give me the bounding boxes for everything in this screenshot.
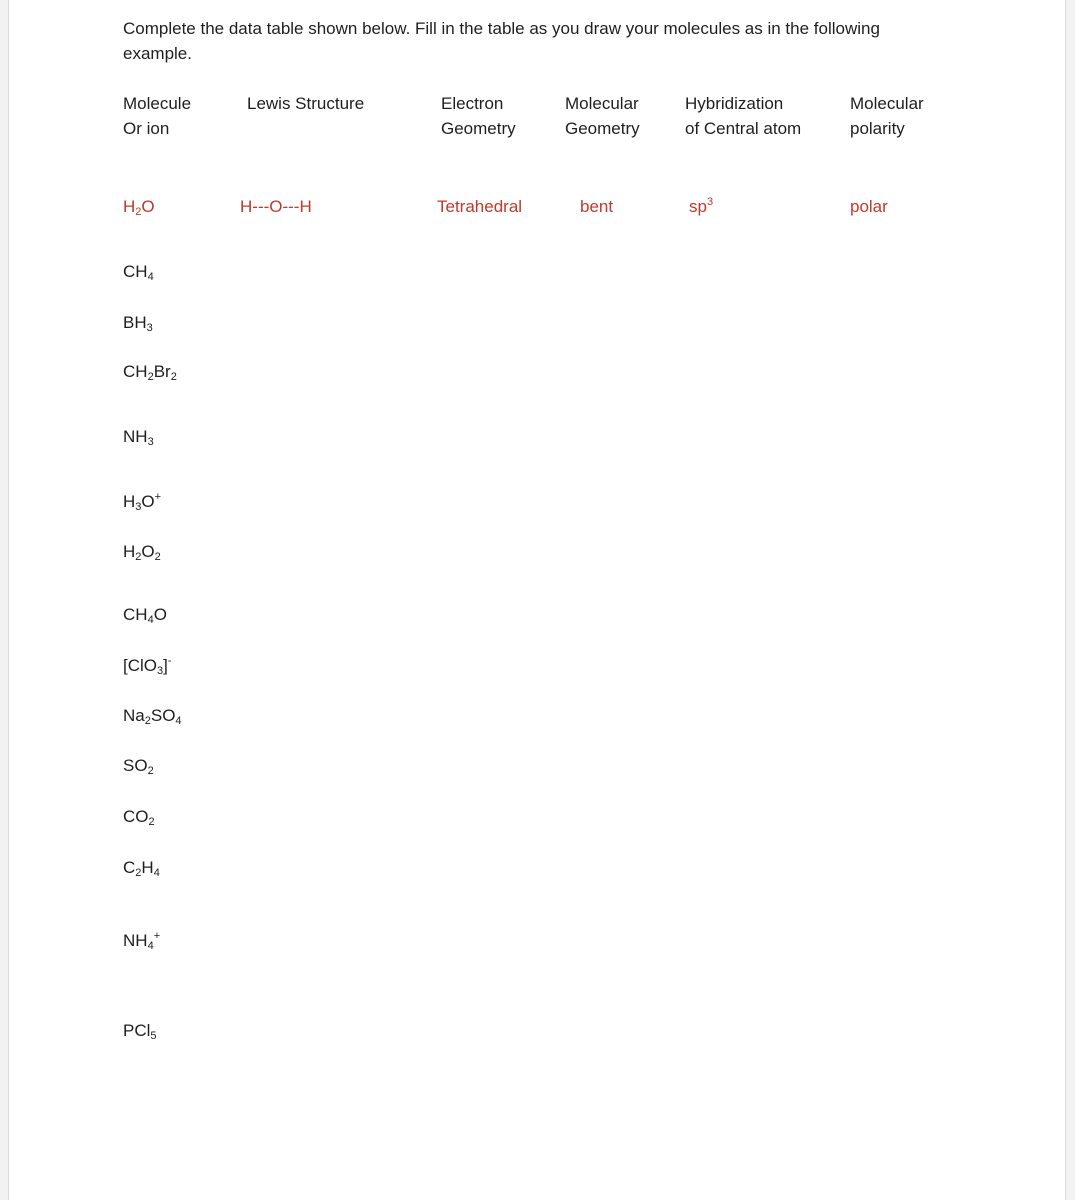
example-molecular-geometry: bent — [580, 197, 614, 216]
molecule-bh3: $BH_3$ — [123, 313, 153, 334]
molecule-pcl5: PCl$_5$ — [123, 1021, 157, 1042]
molecule-nh3: $NH_3$ — [123, 427, 154, 448]
instructions-text: Complete the data table shown below. Fill in the table as you draw your molecules as in the following example. — [123, 19, 880, 63]
molecule-clo3-ion: [ClO$_3$]- — [123, 655, 172, 677]
example-hybridization: $sp^3$ — [689, 196, 714, 216]
molecule-ch4o: $CH_4O$ — [123, 605, 167, 626]
header-molecular-geometry: Molecular Geometry — [565, 94, 640, 138]
header-molecular-polarity: Molecular polarity — [850, 94, 924, 138]
molecule-na2so4: $Na_2SO_4$ — [123, 706, 182, 727]
header-electron-geometry: Electron Geometry — [441, 94, 516, 138]
example-molecule: $H_2O$ — [123, 197, 155, 218]
example-lewis-structure: H---O---H — [240, 197, 312, 216]
header-molecule: Molecule Or ion — [123, 94, 192, 138]
molecule-h2o2: $H_2O_2$ — [123, 542, 161, 563]
example-polarity: polar — [850, 197, 888, 216]
worksheet-page — [8, 0, 1066, 1200]
molecule-h3o-plus: $H_3O^+$ — [123, 491, 162, 513]
molecule-ch2br2: $CH_2Br_2$ — [123, 362, 177, 383]
example-electron-geometry: Tetrahedral — [437, 197, 523, 216]
molecule-ch4: $CH_4$ — [123, 262, 154, 283]
molecule-co2: $CO_2$ — [123, 807, 155, 828]
molecule-so2: $SO_2$ — [123, 756, 154, 777]
header-lewis-structure: Lewis Structure — [247, 94, 365, 113]
header-hybridization: Hybridization of Central atom — [685, 94, 802, 138]
molecule-nh4-plus: $NH_4^+$ — [123, 930, 161, 952]
molecule-c2h4: $C_2H_4$ — [123, 858, 160, 879]
